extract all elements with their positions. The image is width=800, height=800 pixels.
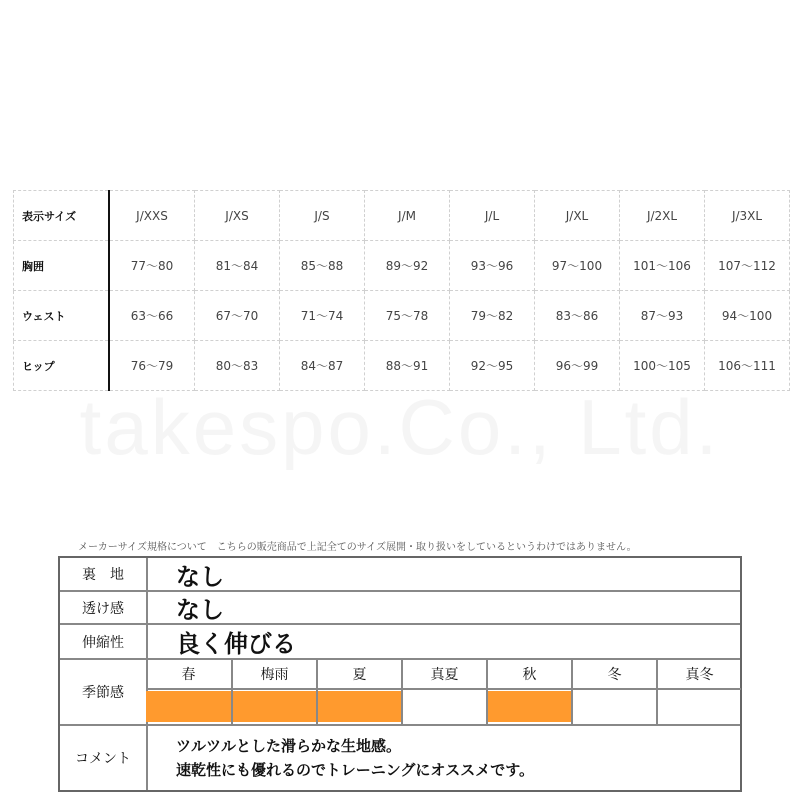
stretch-row [60, 625, 740, 660]
row-label: ヒップ [14, 341, 110, 391]
table-cell: 93〜96 [450, 241, 535, 291]
table-cell: 101〜106 [620, 241, 705, 291]
table-cell: 89〜92 [365, 241, 450, 291]
table-cell: 96〜99 [535, 341, 620, 391]
table-cell: 75〜78 [365, 291, 450, 341]
table-cell: 77〜80 [109, 241, 195, 291]
season-name: 秋 [488, 660, 571, 690]
table-cell: 85〜88 [280, 241, 365, 291]
season-label: 季節感 [60, 660, 148, 724]
size-chart-table [13, 190, 790, 391]
season-name: 真冬 [658, 660, 741, 690]
comment-text [176, 734, 534, 782]
table-cell: 67〜70 [195, 291, 280, 341]
size-header-label: 表示サイズ [14, 191, 110, 241]
size-header-cell: J/XXS [109, 191, 195, 241]
season-name: 夏 [318, 660, 401, 690]
comment-label: コメント [60, 726, 148, 790]
chest-row [14, 241, 790, 291]
table-cell: 107〜112 [705, 241, 790, 291]
table-cell: 83〜86 [535, 291, 620, 341]
watermark-text: takespo.Co., Ltd. [79, 383, 721, 471]
sheerness-value: なし [176, 596, 224, 624]
season-row [60, 660, 740, 726]
size-header-cell: J/M [365, 191, 450, 241]
season-midwinter [656, 660, 741, 724]
size-header-cell: J/2XL [620, 191, 705, 241]
season-name: 冬 [573, 660, 656, 690]
season-name: 梅雨 [233, 660, 316, 690]
stretch-label: 伸縮性 [60, 625, 148, 658]
season-name: 真夏 [403, 660, 486, 690]
row-label: 胸囲 [14, 241, 110, 291]
stretch-value: 良く伸びる [176, 630, 296, 658]
season-indicator [233, 691, 316, 722]
table-cell: 94〜100 [705, 291, 790, 341]
season-rainy [231, 660, 316, 724]
season-winter [571, 660, 656, 724]
season-indicator [573, 691, 656, 722]
table-cell: 76〜79 [109, 341, 195, 391]
comment-row [60, 726, 740, 790]
table-cell: 106〜111 [705, 341, 790, 391]
size-header-cell: J/L [450, 191, 535, 241]
season-autumn [486, 660, 571, 724]
table-cell: 80〜83 [195, 341, 280, 391]
season-name: 春 [146, 660, 231, 690]
table-cell: 100〜105 [620, 341, 705, 391]
season-indicator [403, 691, 486, 722]
comment-line: ツルツルとした滑らかな生地感。 [176, 737, 402, 755]
season-grid [146, 660, 742, 724]
lining-value: なし [176, 562, 224, 591]
sheerness-label: 透け感 [60, 592, 148, 623]
size-header-cell: J/XL [535, 191, 620, 241]
table-cell: 88〜91 [365, 341, 450, 391]
table-cell: 81〜84 [195, 241, 280, 291]
season-midsummer [401, 660, 486, 724]
table-cell: 84〜87 [280, 341, 365, 391]
season-indicator [146, 691, 231, 722]
table-cell: 92〜95 [450, 341, 535, 391]
size-header-cell: J/XS [195, 191, 280, 241]
season-indicator [488, 691, 571, 722]
size-header-cell: J/3XL [705, 191, 790, 241]
table-cell: 97〜100 [535, 241, 620, 291]
waist-row [14, 291, 790, 341]
lining-label: 裏 地 [60, 558, 148, 590]
table-cell: 63〜66 [109, 291, 195, 341]
row-label: ウェスト [14, 291, 110, 341]
season-indicator [318, 691, 401, 722]
comment-line: 速乾性にも優れるのでトレーニングにオススメです。 [176, 761, 535, 779]
season-indicator [658, 691, 741, 722]
lining-row [60, 558, 740, 592]
size-header-cell: J/S [280, 191, 365, 241]
size-disclaimer: メーカーサイズ規格について こちらの販売商品で上記全てのサイズ展開・取り扱いをしているというわけではありません。 [78, 542, 637, 553]
spec-table [58, 556, 742, 792]
table-cell: 87〜93 [620, 291, 705, 341]
season-spring [146, 660, 231, 724]
sheerness-row [60, 592, 740, 625]
size-header-row [14, 191, 790, 241]
season-summer [316, 660, 401, 724]
table-cell: 71〜74 [280, 291, 365, 341]
table-cell: 79〜82 [450, 291, 535, 341]
